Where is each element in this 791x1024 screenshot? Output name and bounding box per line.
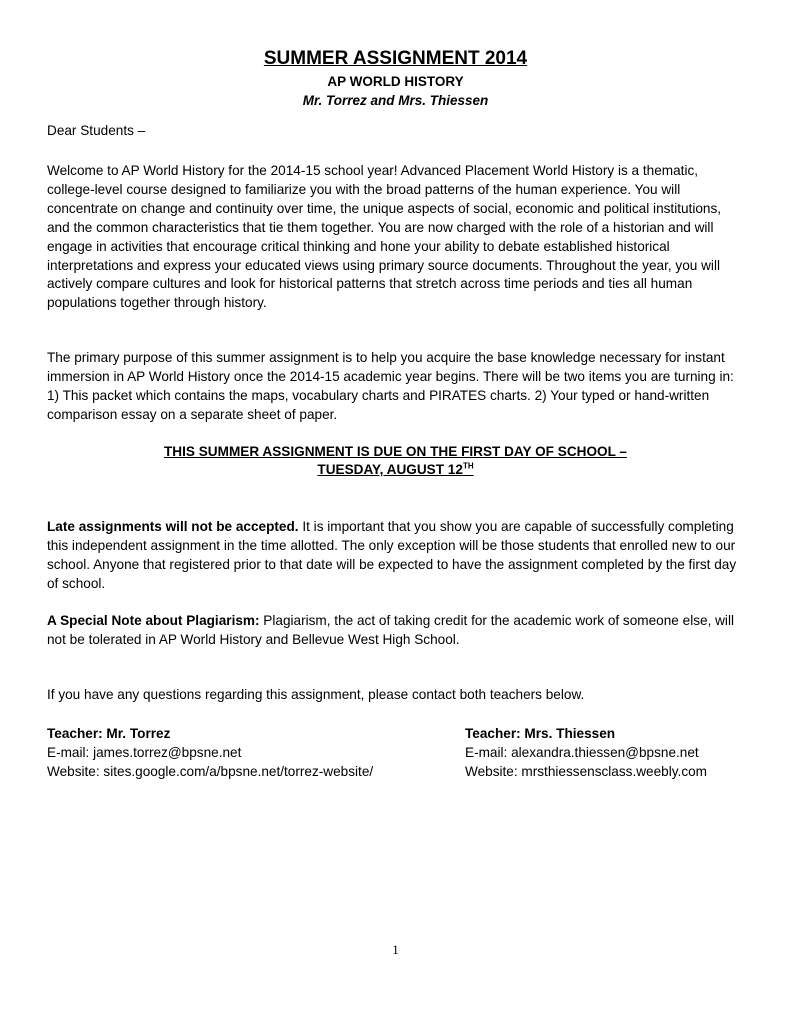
course-name: AP WORLD HISTORY: [327, 74, 464, 89]
due-date-notice-line1: THIS SUMMER ASSIGNMENT IS DUE ON THE FIRST DAY OF SCHOOL –: [164, 444, 627, 459]
teacher-name: Teacher: Mrs. Thiessen: [465, 726, 616, 741]
late-policy-paragraph: [47, 518, 747, 594]
due-date-notice-line2: [0, 461, 791, 480]
late-policy-text: It is important that you show you are capable of successfully completing this independent assignment in the time allotted. The only exception will be those students that enrolled new to our school. Anyone that registered prior to that date will be expected to have the assignment completed by the first day of school.: [47, 519, 737, 591]
teacher-website[interactable]: Website: sites.google.com/a/bpsne.net/torrez-website/: [47, 764, 374, 779]
teacher-name: Teacher: Mr. Torrez: [47, 726, 171, 741]
page-number: 1: [392, 942, 399, 957]
intro-paragraph: Welcome to AP World History for the 2014-15 school year! Advanced Placement World History is a thematic, college-level course designed to familiarize you with the broad patterns of the human experience. You will concentrate on change and continuity over time, the unique aspects of social, economic and political institutions, and the common characteristics that tie them together. You are now charged with the role of a historian and will engage in activities that encourage critical thinking and hone your ability to debate established historical interpretations and express your educated views using primary source documents. Throughout the year, you will actively compare cultures and look for historical patterns that stretch across time periods and ties all human populations together through history.: [47, 163, 722, 311]
purpose-paragraph: The primary purpose of this summer assignment is to help you acquire the base knowledge necessary for instant immersion in AP World History once the 2014-15 academic year begins. There will be two items you are turning in: 1) This packet which contains the maps, vocabulary charts and PIRATES charts. 2) Your typed or hand-written comparison essay on a separate sheet of paper.: [47, 350, 734, 422]
salutation: Dear Students –: [47, 123, 146, 138]
teacher-contact-thiessen: [465, 724, 765, 781]
questions-paragraph: If you have any questions regarding this assignment, please contact both teachers below.: [47, 687, 585, 702]
teacher-contact-torrez: [47, 724, 437, 781]
plagiarism-lead: A Special Note about Plagiarism:: [47, 613, 260, 628]
due-date-suffix: TH: [462, 461, 474, 471]
teacher-email[interactable]: E-mail: james.torrez@bpsne.net: [47, 745, 242, 760]
page-title: SUMMER ASSIGNMENT 2014: [263, 48, 528, 69]
teacher-email[interactable]: E-mail: alexandra.thiessen@bpsne.net: [465, 745, 699, 760]
due-date-text: TUESDAY, AUGUST 12: [317, 462, 463, 477]
teacher-names: Mr. Torrez and Mrs. Thiessen: [302, 93, 489, 108]
plagiarism-text: Plagiarism, the act of taking credit for the academic work of someone else, will not be tolerated in AP World History and Bellevue West High School.: [47, 613, 734, 647]
plagiarism-paragraph: [47, 612, 747, 650]
late-policy-lead: Late assignments will not be accepted.: [47, 519, 299, 534]
teacher-website[interactable]: Website: mrsthiessensclass.weebly.com: [465, 764, 707, 779]
